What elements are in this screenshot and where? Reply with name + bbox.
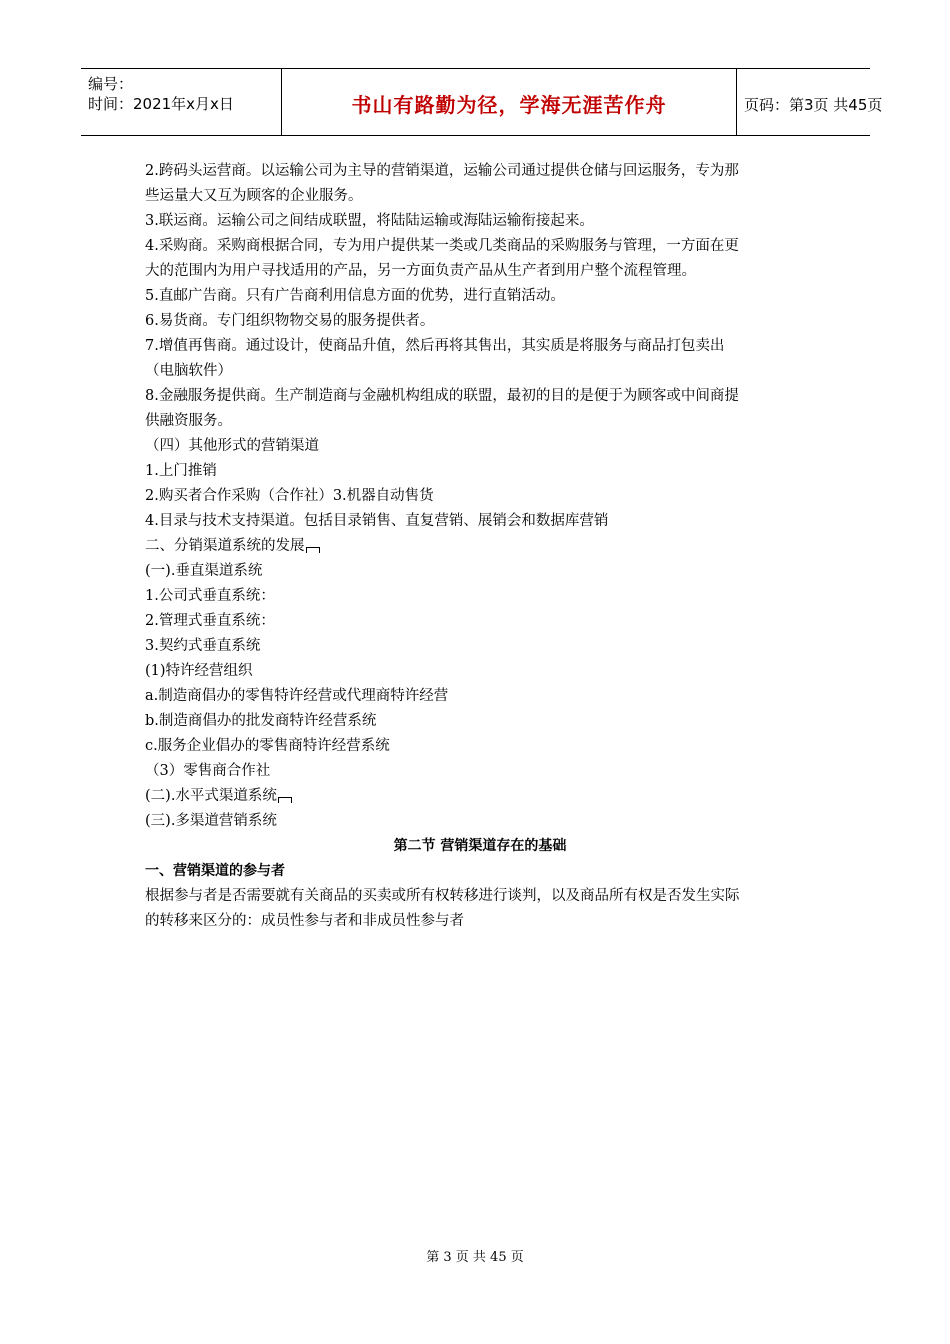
text-line-content: a.制造商倡办的零售特许经营或代理商特许经营 [145,688,449,704]
header-page-info: 页码：第3页 共45页 [744,96,883,114]
text-line-content: 二、分销渠道系统的发展 [145,538,305,554]
text-line-content: 2.管理式垂直系统： [145,613,275,629]
text-line [145,634,815,659]
text-line [145,559,815,584]
text-line [145,384,815,409]
header-motto: 书山有路勤为径，学海无涯苦作舟 [351,93,667,117]
text-line [145,159,815,184]
text-line-content: 的转移来区分的：成员性参与者和非成员性参与者 [145,913,464,929]
text-line [145,334,815,359]
subsection-heading [145,859,815,884]
serial-label: 编号： [88,75,134,93]
text-line [145,409,815,434]
text-line [145,659,815,684]
page-footer: 第 3 页 共 45 页 [426,1250,524,1265]
date-label: 时间：2021年x月x日 [88,95,234,113]
text-line [145,259,815,284]
text-line-content: 4.目录与技术支持渠道。包括目录销售、直复营销、展销会和数据库营销 [145,513,609,529]
text-line [145,884,815,909]
text-line [145,459,815,484]
text-line [145,784,815,809]
text-line [145,284,815,309]
text-line-content: 3.契约式垂直系统 [145,638,261,654]
text-line-content: （3）零售商合作社 [145,763,271,779]
text-line [145,184,815,209]
text-line [145,209,815,234]
text-line-content: 4.采购商。采购商根据合同，专为用户提供某一类或几类商品的采购服务与管理，一方面在更 [145,238,739,254]
text-line-content: 一、营销渠道的参与者 [145,863,285,879]
text-line-content: 1.公司式垂直系统： [145,588,275,604]
text-line [145,234,815,259]
text-line-content: 8.金融服务提供商。生产制造商与金融机构组成的联盟，最初的目的是便于为顾客或中间商提 [145,388,739,404]
text-line [145,609,815,634]
text-line-content: 1.上门推销 [145,463,217,479]
page-header [81,68,883,136]
text-line [145,534,815,559]
section-heading [145,834,815,859]
document-body [145,159,815,934]
text-line [145,509,815,534]
text-line-content: (一).垂直渠道系统 [145,563,263,579]
text-line [145,684,815,709]
text-line-content: （四）其他形式的营销渠道 [145,438,319,454]
text-line [145,584,815,609]
text-line-content: 3.联运商。运输公司之间结成联盟，将陆陆运输或海陆运输衔接起来。 [145,213,594,229]
text-line-content: (二).水平式渠道系统 [145,788,277,804]
text-line-content: 2.跨码头运营商。以运输公司为主导的营销渠道，运输公司通过提供仓储与回运服务，专为那 [145,163,739,179]
text-line [145,909,815,934]
text-line-content: 供融资服务。 [145,413,232,429]
text-line-content: (1)特许经营组织 [145,663,253,679]
text-line-content: 第二节 营销渠道存在的基础 [393,838,567,854]
text-line-content: 大的范围内为用户寻找适用的产品，另一方面负责产品从生产者到用户整个流程管理。 [145,263,696,279]
text-line-content: （电脑软件） [145,363,232,379]
text-line-content: 根据参与者是否需要就有关商品的买卖或所有权转移进行谈判，以及商品所有权是否发生实际 [145,888,740,904]
placeholder-mark-icon [306,547,320,553]
text-line-content: 2.购买者合作采购（合作社）3.机器自动售货 [145,488,434,504]
header-page-cell [737,69,883,135]
text-line-content: (三).多渠道营销系统 [145,813,277,829]
text-line-content: 5.直邮广告商。只有广告商利用信息方面的优势，进行直销活动。 [145,288,565,304]
header-meta-cell [81,69,281,135]
text-line [145,734,815,759]
text-line-content: c.服务企业倡办的零售商特许经营系统 [145,738,390,754]
text-line [145,434,815,459]
text-line [145,759,815,784]
header-motto-cell [281,69,737,135]
text-line [145,484,815,509]
text-line [145,809,815,834]
placeholder-mark-icon [278,797,292,803]
text-line [145,309,815,334]
text-line [145,709,815,734]
text-line-content: 7.增值再售商。通过设计，使商品升值，然后再将其售出，其实质是将服务与商品打包卖出 [145,338,725,354]
text-line [145,359,815,384]
text-line-content: 些运量大又互为顾客的企业服务。 [145,188,363,204]
text-line-content: b.制造商倡办的批发商特许经营系统 [145,713,377,729]
text-line-content: 6.易货商。专门组织物物交易的服务提供者。 [145,313,435,329]
